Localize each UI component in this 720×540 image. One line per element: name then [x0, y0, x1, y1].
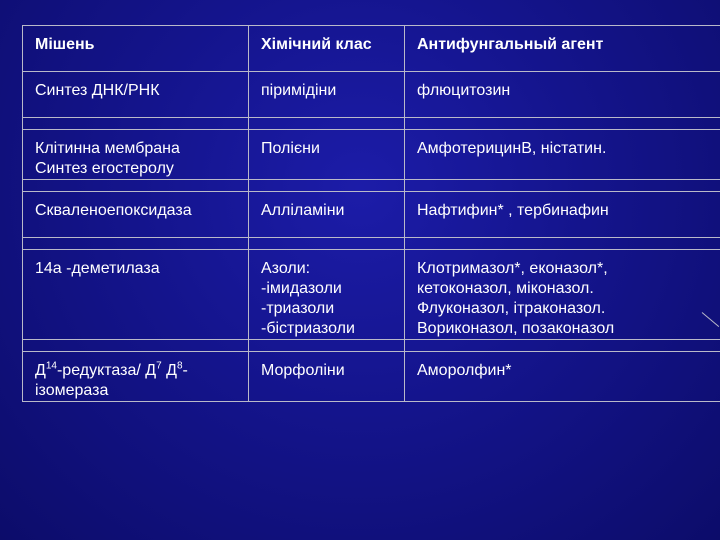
- table-separator: [23, 118, 720, 130]
- table-row: [23, 250, 720, 340]
- cell-agent: АмфотерицинВ, ністатин.: [405, 130, 720, 180]
- cell-chem-class-line: -імидазоли: [261, 280, 342, 297]
- cell-chem-class-line: Азоли:: [261, 260, 311, 277]
- header-agent: Антифунгальный агент: [405, 26, 720, 72]
- cell-chem-class-line: -бістриазоли: [261, 320, 355, 337]
- table-separator: [23, 180, 720, 192]
- table-row: [23, 72, 720, 118]
- cell-target: 14а -деметилаза: [23, 250, 249, 340]
- target-part: ізомераза: [35, 382, 109, 399]
- target-superscript: 8: [176, 360, 183, 372]
- cell-target: Скваленоепоксидаза: [23, 192, 249, 238]
- cell-agent-line: Флуконазол, ітраконазол.: [417, 300, 606, 317]
- cell-chem-class: Алліламіни: [249, 192, 405, 238]
- table-header-row: [23, 26, 720, 72]
- cell-chem-class: Морфоліни: [249, 352, 405, 402]
- cell-target: [23, 352, 249, 402]
- table-row: [23, 130, 720, 180]
- table-separator: [23, 340, 720, 352]
- cell-target: Синтез ДНК/РНК: [23, 72, 249, 118]
- cell-chem-class: піримідіни: [249, 72, 405, 118]
- cell-agent: флюцитозин: [405, 72, 720, 118]
- target-part: Д: [35, 362, 46, 379]
- cell-agent-line: Вориконазол, позаконазол: [417, 320, 615, 337]
- header-target: Мішень: [23, 26, 249, 72]
- cell-agent: Аморолфин*: [405, 352, 720, 402]
- cell-chem-class-line: -триазоли: [261, 300, 335, 317]
- cell-agent-line: Клотримазол*, еконазол*,: [417, 260, 608, 277]
- cell-target-line: Клітинна мембрана: [35, 140, 180, 157]
- cell-agent: [405, 250, 720, 340]
- cell-target: [23, 130, 249, 180]
- table-separator: [23, 238, 720, 250]
- target-superscript: 14: [45, 360, 57, 372]
- target-part: Д: [161, 362, 177, 379]
- cell-agent: Нафтифин* , тербинафин: [405, 192, 720, 238]
- table-row: [23, 352, 720, 402]
- header-chem-class: Хімічний клас: [249, 26, 405, 72]
- target-part: -редуктаза/ Д: [56, 362, 157, 379]
- antifungal-table: [22, 25, 720, 402]
- target-superscript: 7: [156, 360, 162, 372]
- cell-chem-class: Полієни: [249, 130, 405, 180]
- cell-target-line: Синтез егостеролу: [35, 160, 174, 177]
- cell-chem-class: [249, 250, 405, 340]
- cell-agent-line: кетоконазол, міконазол.: [417, 280, 594, 297]
- table-row: [23, 192, 720, 238]
- target-part: -: [182, 362, 188, 379]
